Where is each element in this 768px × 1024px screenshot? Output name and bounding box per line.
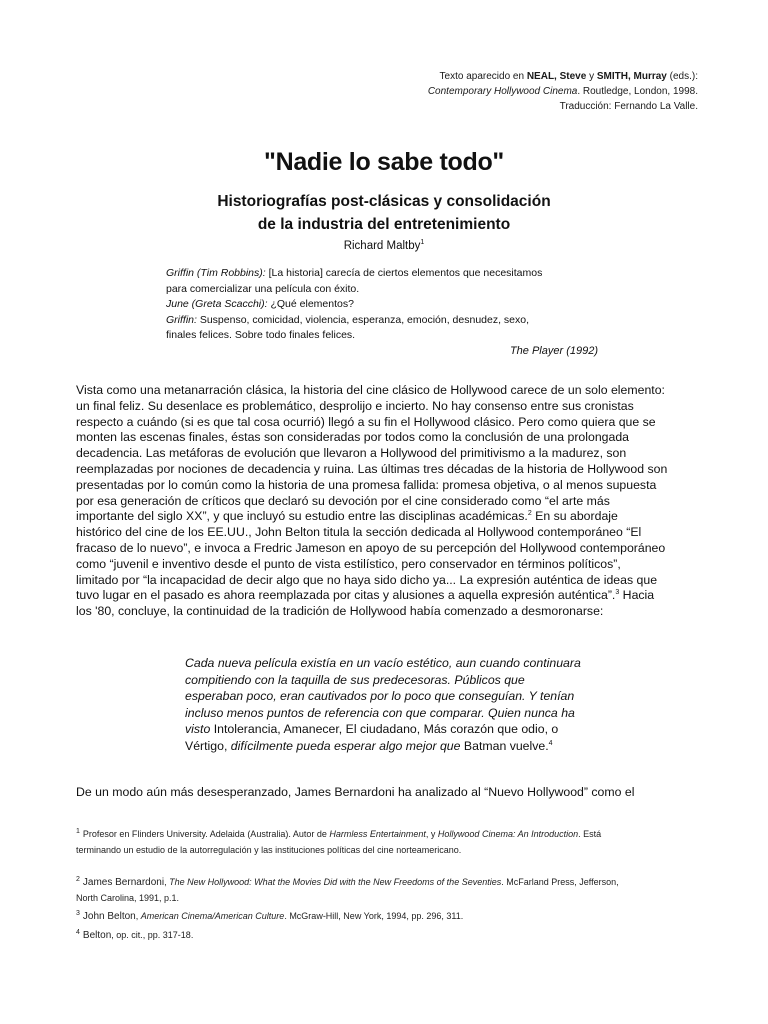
source-line-1 [278, 69, 698, 84]
footnote-text: . Está [578, 829, 602, 839]
footnote-line: terminando un estudio de la autorregulación y las instituciones políticas del cine norteamericano. [76, 844, 462, 855]
body-text-segment: tuvo lugar en el pasado es ahora reemplazada por citas y alusiones a aquella expresión auténtica”. [76, 588, 616, 603]
footnote-ref-2: 2 [527, 510, 532, 518]
body-line: decadencia. Las metáforas de evolución que llevaron a Hollywood del primitivismo a la madurez, son [76, 446, 627, 461]
body-line: respecto a cuándo (si es que tal cosa ocurrió) llegó a su fin el Hollywood clásico. Pero como quiera que se [76, 414, 656, 429]
epigraph-speaker: June (Greta Scacchi): [166, 298, 268, 310]
body-text-segment: En su abordaje [531, 509, 618, 524]
quote-film-title: Batman vuelve. [460, 738, 549, 753]
epigraph-line-1 [166, 266, 606, 282]
footnote-text: , op. cit., pp. 317-18. [111, 929, 194, 940]
quote-text: compitiendo con la taquilla de sus predecesoras. Públicos que [185, 672, 525, 687]
footnote-3 [76, 906, 706, 925]
source-citation [278, 69, 698, 114]
source-translation: Traducción: Fernando La Valle. [559, 101, 698, 112]
epigraph-source: The Player (1992) [509, 345, 598, 357]
quote-text: esperaban poco, eran cautivados por lo poco que conseguían. Y tenían [185, 689, 575, 704]
body-line: limitado por “la incapacidad de decir algo que no haya sido dicho ya... La expresión auténtica de ideas que [76, 572, 658, 587]
footnote-2 [76, 872, 706, 906]
footnote-line: North Carolina, 1991, p.1. [76, 892, 180, 903]
quote-text: incluso menos puntos de referencia con que comparar. Quien nunca ha [185, 705, 575, 720]
continuation-paragraph: De un modo aún más desesperanzado, James Bernardoni ha analizado al “Nuevo Hollywood” como el [76, 785, 635, 799]
footnote-line [76, 824, 706, 843]
body-text-segment: Hacia [619, 588, 655, 603]
footnote-line [76, 925, 706, 944]
body-line: reemplazadas por nociones de decadencia y ruina. Las últimas tres décadas de la historia de Hollywood son [76, 461, 668, 476]
footnote-text: , [135, 911, 141, 921]
footnote-book-title: Harmless Entertainment [329, 829, 426, 839]
epigraph-line-3 [166, 297, 606, 313]
epigraph-line-4 [166, 313, 606, 329]
source-publisher: . Routledge, London, 1998. [577, 86, 698, 97]
body-line: monten las escenas finales, éstas son consideradas por todos como la conclusión de una prolongada [76, 430, 630, 445]
body-line: histórico del cine de los EE.UU., John Belton titula la sección dedicada al Hollywood contemporáneo “El [76, 525, 642, 540]
footnote-line [76, 872, 706, 891]
subtitle-line-2: de la industria del entretenimiento [257, 216, 511, 233]
source-and: y [586, 71, 597, 82]
body-line: por esa generación de críticos que declaró su devoción por el cine considerado como “el arte más [76, 493, 610, 508]
body-paragraph [76, 383, 706, 620]
quote-line [185, 705, 605, 722]
epigraph [166, 266, 606, 344]
block-quote [185, 655, 605, 755]
body-line: presentadas por lo común como la historia de una promesa fallida: promesa objetiva, o al menos supuesta [76, 477, 657, 492]
epigraph-text: [La historia] carecía de ciertos elementos que necesitamos [265, 267, 543, 279]
quote-line [185, 738, 605, 755]
footnote-book-title: The New Hollywood: What the Movies Did with the New Freedoms of the Seventies [169, 877, 502, 887]
source-editor-1: NEAL, Steve [526, 71, 587, 82]
body-line: Vista como una metanarración clásica, la historia del cine clásico de Hollywood carece de un solo elemento: [76, 383, 665, 397]
author-footnote-ref: 1 [420, 239, 425, 246]
footnote-text: , y [425, 829, 438, 839]
epigraph-text: ¿Qué elementos? [267, 298, 354, 310]
body-line: como “juvenil e inventivo desde el punto de vista estilístico, pero conservador en términos políticos”, [76, 556, 621, 571]
author-byline [0, 235, 768, 254]
footnote-text: , [164, 877, 170, 887]
body-line: los '80, concluye, la continuidad de la tradición de Hollywood había comenzado a desmoronarse: [76, 604, 604, 619]
body-text-segment: importante del siglo XX”, y que incluyó su estudio entre las disciplinas académicas. [76, 509, 528, 524]
quote-line [185, 655, 605, 672]
footnote-number: 3 [76, 910, 80, 917]
source-editor-2: SMITH, Murray [596, 71, 667, 82]
quote-line [185, 688, 605, 705]
footnote-4 [76, 925, 706, 944]
source-eds: (eds.): [666, 71, 698, 82]
body-line [76, 588, 706, 604]
body-line: un final feliz. Su desenlace es problemático, desprolijo e incierto. No hay consenso entre sus cronistas [76, 398, 634, 413]
source-line-2 [278, 84, 698, 99]
footnote-number: 2 [76, 876, 80, 883]
footnote-text: Profesor en Flinders University. Adelaida (Australia). Autor de [82, 829, 330, 839]
subtitle-line-1: Historiografías post-clásicas y consolidación [217, 193, 551, 210]
quote-text: difícilmente pueda esperar algo mejor que [230, 738, 461, 753]
footnote-book-title: American Cinema/American Culture [140, 911, 285, 921]
epigraph-line-5: finales felices. Sobre todo finales felices. [166, 329, 356, 341]
epigraph-speaker: Griffin: [166, 313, 197, 326]
source-book-title: Contemporary Hollywood Cinema [427, 86, 578, 97]
footnote-book-title: Hollywood Cinema: An Introduction [437, 829, 579, 839]
footnote-number: 1 [76, 828, 80, 835]
footnote-author: James Bernardoni [82, 877, 165, 888]
footnote-number: 4 [76, 928, 80, 936]
footnote-text: . McFarland Press, Jefferson, [501, 877, 619, 887]
quote-film-title: Vértigo, [185, 738, 231, 753]
author-name: Richard Maltby [343, 240, 421, 252]
body-line: fracaso de lo nuevo”, e invoca a Fredric Jameson en apoyo de su percepción del Hollywood contemporáneo [76, 540, 666, 555]
footnotes [76, 824, 706, 943]
quote-line [185, 672, 605, 689]
epigraph-line-2: para comercializar una película con éxito. [166, 282, 360, 295]
footnote-line [76, 906, 706, 925]
epigraph-text: Suspenso, comicidad, violencia, esperanza, emoción, desnudez, sexo, [196, 313, 530, 326]
epigraph-speaker: Griffin (Tim Robbins): [166, 267, 266, 279]
quote-film-titles: Intolerancia, Amanecer, El ciudadano, Más corazón que odio, o [210, 722, 559, 737]
footnote-ref-3: 3 [615, 589, 620, 597]
document-subtitle [0, 190, 768, 236]
footnote-author: John Belton [82, 911, 136, 922]
document-title: "Nadie lo sabe todo" [264, 148, 504, 176]
quote-text: visto [185, 722, 211, 737]
footnote-ref-4: 4 [548, 739, 553, 747]
source-prefix: Texto aparecido en [439, 71, 527, 82]
body-line [76, 509, 706, 525]
footnote-1 [76, 824, 706, 858]
quote-line [185, 721, 605, 738]
footnote-text: . McGraw-Hill, New York, 1994, pp. 296, 311. [284, 911, 464, 921]
quote-text: Cada nueva película existía en un vacío estético, aun cuando continuara [185, 656, 581, 670]
footnote-author: Belton [82, 929, 112, 941]
